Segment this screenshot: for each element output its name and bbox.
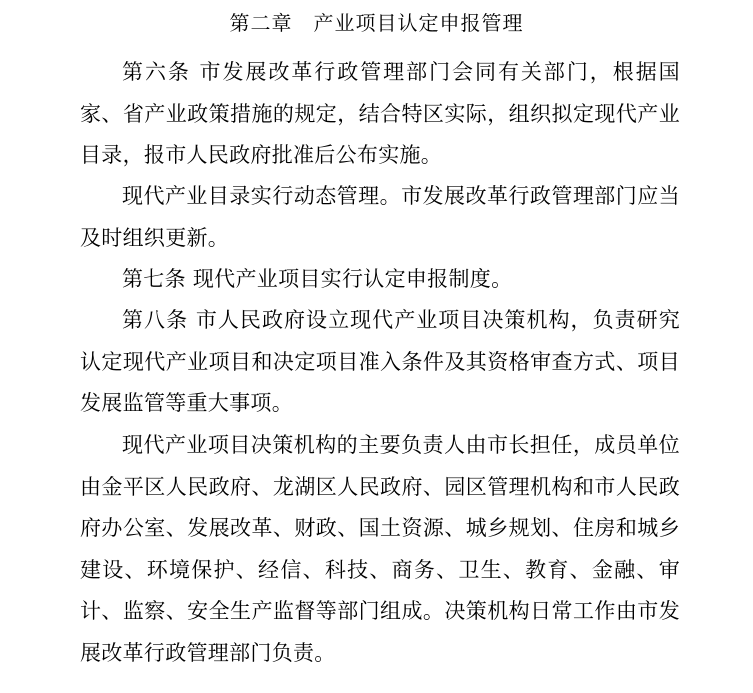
article-7-paragraph: 第七条 现代产业项目实行认定申报制度。 [122,267,513,291]
chapter-title: 第二章 产业项目认定申报管理 [229,11,524,35]
article-8-paragraph: 第八条 市人民政府设立现代产业项目决策机构，负责研究认定现代产业项目和决定项目准入条件及其资格审查方式、项目发展监管等重大事项。 [80,308,680,415]
article-6-paragraph: 第六条 市发展改革行政管理部门会同有关部门，根据国家、省产业政策措施的规定，结合特区实际，组织拟定现代产业目录，报市人民政府批准后公布实施。 [80,60,680,167]
decision-body-paragraph: 现代产业项目决策机构的主要负责人由市长担任，成员单位由金平区人民政府、龙湖区人民政府、园区管理机构和市人民政府办公室、发展改革、财政、国土资源、城乡规划、住房和城乡建设、环境保护、经信、科技、商务、卫生、教育、金融、审计、监察、安全生产监督等部门组成。决策机构日常工作由市发展改革行政管理部门负责。 [80,433,680,665]
industry-catalog-paragraph: 现代产业目录实行动态管理。市发展改革行政管理部门应当及时组织更新。 [80,184,680,250]
